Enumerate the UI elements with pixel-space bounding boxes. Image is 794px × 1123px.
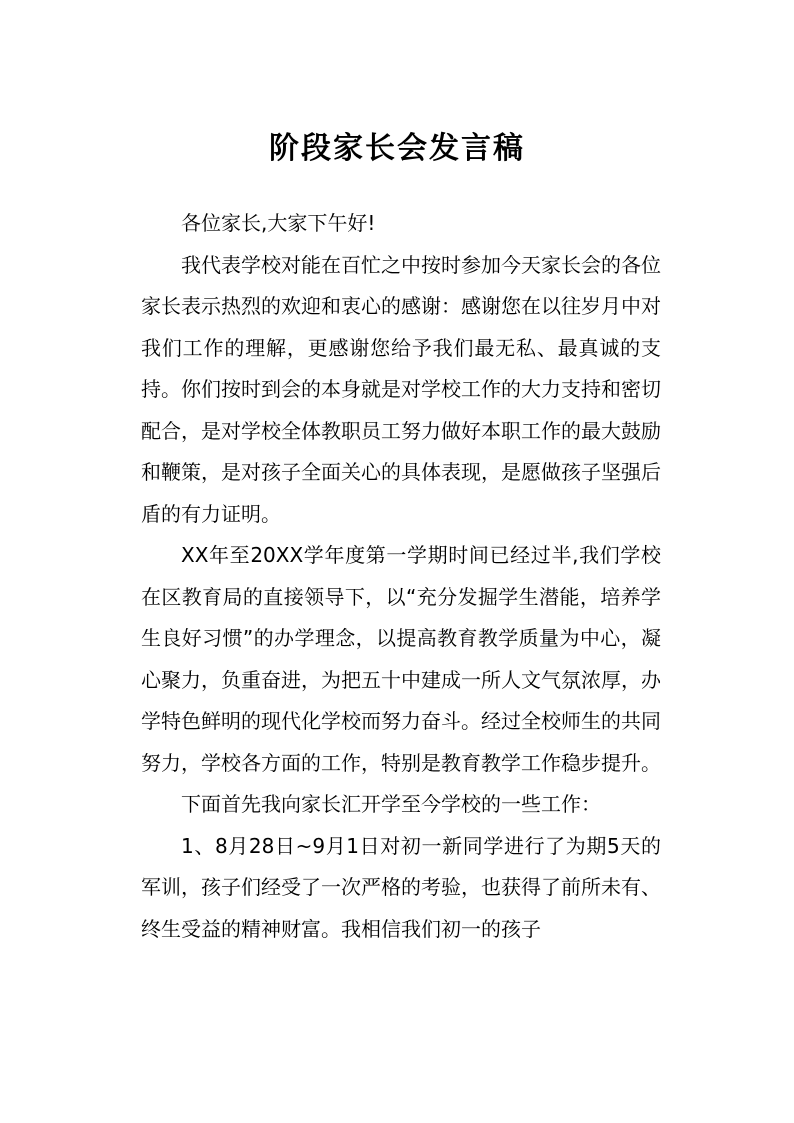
semester-summary-paragraph: XX年至20XX学年度第一学期时间已经过半,我们学校在区教育局的直接领导下，以“充分发掘学生潜能，培养学生良好习惯”的办学理念，以提高教育教学质量为中心，凝心聚力，负重奋进，为把五十中建成一所人文气氛浓厚，办学特色鲜明的现代化学校而努力奋斗。经过全校师生的共同努力，学校各方面的工作，特别是教育教学工作稳步提升。 xyxy=(141,543,661,775)
military-training-paragraph: 1、8月28日~9月1日对初一新同学进行了为期5天的军训，孩子们经受了一次严格的考验，也获得了前所未有、终生受益的精神财富。我相信我们初一的孩子 xyxy=(141,833,661,941)
document-title: 阶段家长会发言稿 xyxy=(269,131,525,167)
greeting-paragraph: 各位家长,大家下午好! xyxy=(181,211,376,235)
thanks-paragraph: 我代表学校对能在百忙之中按时参加今天家长会的各位家长表示热烈的欢迎和衷心的感谢：感谢您在以往岁月中对我们工作的理解，更感谢您给予我们最无私、最真诚的支持。你们按时到会的本身就是对学校工作的大力支持和密切配合，是对学校全体教职员工努力做好本职工作的最大鼓励和鞭策，是对孩子全面关心的具体表现，是愿做孩子坚强后盾的有力证明。 xyxy=(141,252,661,526)
document-body xyxy=(141,203,661,950)
work-report-intro-paragraph: 下面首先我向家长汇开学至今学校的一些工作： xyxy=(181,792,601,816)
